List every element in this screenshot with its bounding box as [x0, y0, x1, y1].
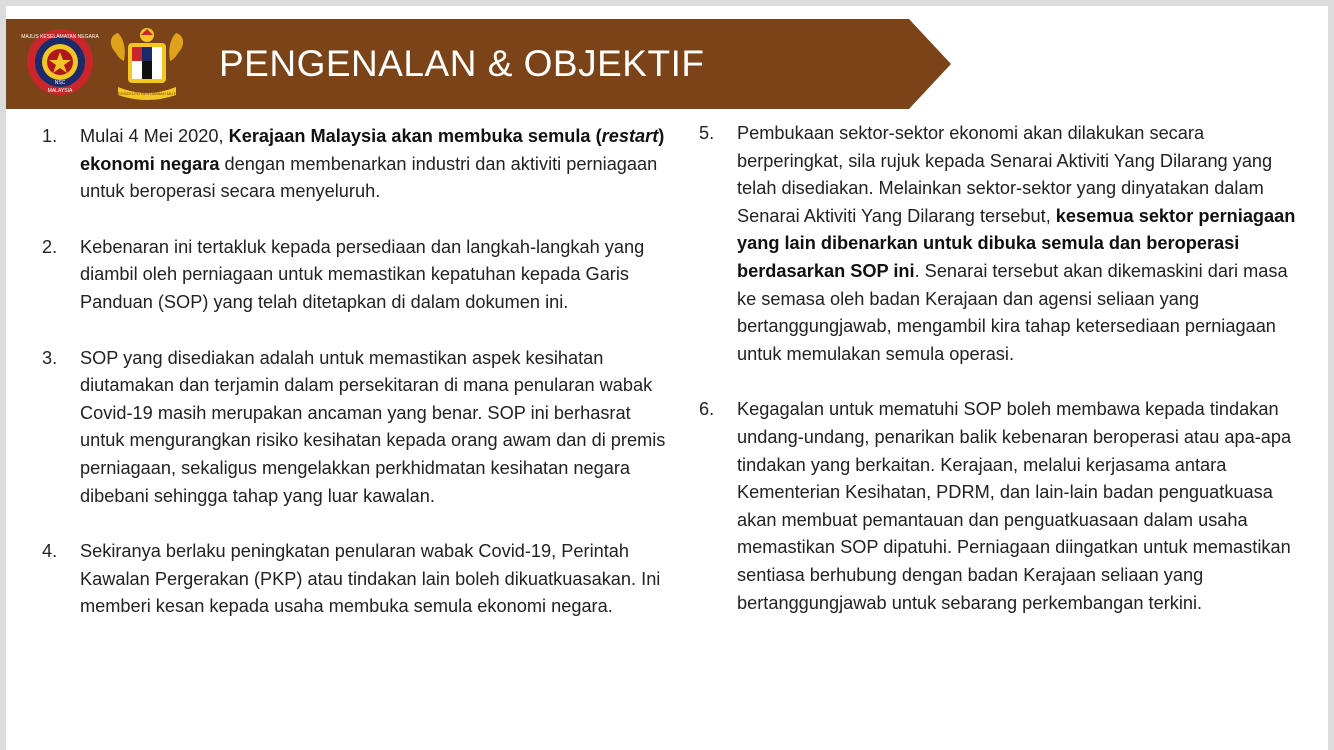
list-item-5 [699, 120, 1299, 368]
list-number: 2. [42, 236, 58, 257]
slide [6, 6, 1328, 750]
item-1-text-b: dengan membenarkan industri dan aktiviti perniagaan untuk beroperasi secara menyeluruh. [80, 153, 658, 202]
item-4-text: Sekiranya berlaku peningkatan penularan wabak Covid-19, Perintah Kawalan Pergerakan (PKP) atau tindakan lain boleh dikuatkuasakan. Ini memberi kesan kepada usaha membuka semula ekonomi negara. [80, 541, 661, 617]
item-5-bold: kesemua sektor perniagaan yang lain dibenarkan untuk dibuka semula dan beroperasi berdasarkan SOP ini [737, 205, 1296, 281]
header-banner [6, 19, 951, 109]
nsc-logo-text-bottom: MALAYSIA [47, 88, 73, 94]
nsc-logo-text-abbr: NSC [54, 80, 66, 86]
list-item-6 [699, 396, 1299, 617]
item-1-bold-b: ) ekonomi negara [80, 126, 665, 174]
page-title: PENGENALAN & OBJEKTIF [219, 43, 705, 84]
list-item-2 [42, 234, 672, 317]
item-2-text: Kebenaran ini tertakluk kepada persediaan dan langkah-langkah yang diambil oleh perniagaan untuk memastikan kepatuhan kepada Garis Panduan (SOP) yang telah ditetapkan di dalam dokumen ini. [80, 236, 645, 312]
item-5-text-b: . Senarai tersebut akan dikemaskini dari masa ke semasa oleh badan Kerajaan dan agensi seliaan yang bertanggungjawab, mengambil kira tahap ketersediaan perniagaan untuk memulakan semula operasi. [737, 260, 1288, 364]
left-column [42, 123, 672, 649]
list-number: 5. [699, 123, 715, 143]
item-3-text: SOP yang disediakan adalah untuk memastikan aspek kesihatan diutamakan dan terjamin dalam persekitaran di mana penularan wabak Covid-19 masih merupakan ancaman yang benar. SOP ini berhasrat untuk mengurangkan risiko kesihatan kepada orang awam dan di premis perniagaan, sekaligus mengelakkan perkhidmatan kesihatan negara dibebani sehingga tahap yang luar kawalan. [80, 347, 666, 506]
item-6-text: Kegagalan untuk mematuhi SOP boleh membawa kepada tindakan undang-undang, penarikan balik kebenaran beroperasi atau apa-apa tindakan yang berkaitan. Kerajaan, melalui kerjasama antara Kementerian Kesihatan, PDRM, dan lain-lain badan penguatkuasa akan membuat pemantauan dan penguatkuasaan dalam usaha memastikan SOP dipatuhi. Perniagaan diingatkan untuk memastikan sentiasa berhubung dengan badan Kerajaan seliaan yang bertanggungjawab untuk sebarang perkembangan terkini. [737, 399, 1292, 613]
list-number: 1. [42, 126, 58, 146]
item-5-text-a: Pembukaan sektor-sektor ekonomi akan dilakukan secara berperingkat, sila rujuk kepada Senarai Aktiviti Yang Dilarang yang telah disediakan. Melainkan sektor-sektor yang dinyatakan dalam Senarai Aktiviti Yang Dilarang tersebut, [737, 123, 1273, 226]
item-1-bold-italic: restart [601, 126, 659, 146]
list-number: 4. [42, 541, 58, 562]
coat-motto-text: BERSEKUTU BERTAMBAH MUTU [115, 91, 179, 96]
right-column [699, 120, 1299, 645]
item-1-bold-a: Kerajaan Malaysia akan membuka semula ( [228, 126, 602, 146]
list-item-1 [42, 123, 672, 206]
item-1-text-a: Mulai 4 Mei 2020, [80, 126, 229, 146]
list-number: 3. [42, 347, 58, 368]
coat-of-arms-icon [104, 25, 190, 103]
list-item-3 [42, 345, 672, 511]
list-number: 6. [699, 399, 715, 420]
nsc-logo-text-top: MAJLIS KESELAMATAN NEGARA [21, 34, 99, 40]
nsc-logo-icon [21, 28, 99, 96]
list-item-4 [42, 538, 672, 621]
